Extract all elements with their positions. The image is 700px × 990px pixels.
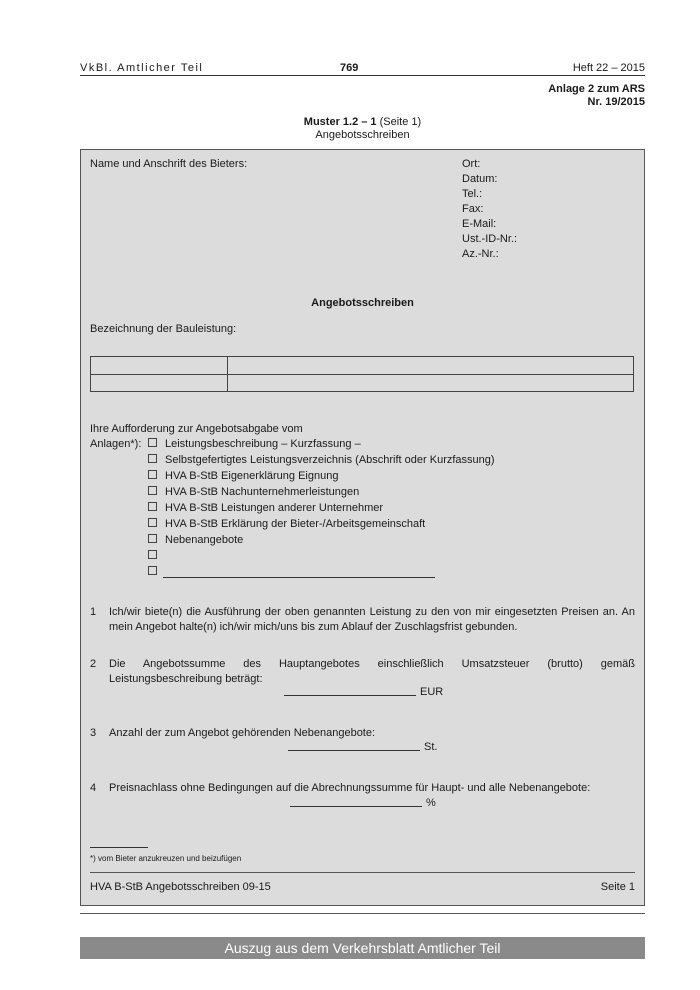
discount-unit: % <box>426 797 436 809</box>
attachments-label: Anlagen*): <box>90 438 142 450</box>
muster-subtitle: Angebotsschreiben <box>315 129 410 141</box>
field-ust-id: Ust.-ID-Nr.: <box>462 233 517 245</box>
issue-label: Heft 22 – 2015 <box>572 62 645 74</box>
checkbox[interactable] <box>148 518 157 527</box>
item-number-3: 3 <box>90 727 97 739</box>
form-footer-right: Seite 1 <box>600 881 635 893</box>
checkbox[interactable] <box>148 438 157 447</box>
annex-line-1: Anlage 2 zum ARS <box>548 83 645 95</box>
annex-reference <box>548 83 645 109</box>
custom-attachment-line[interactable] <box>163 577 435 578</box>
field-fax: Fax: <box>462 203 484 215</box>
checkbox[interactable] <box>148 502 157 511</box>
item-text-2: Die Angebotssumme des Hauptangebotes einschließlich Umsatzsteuer (brutto) gemäß Leistungsbeschreibung beträgt: <box>109 658 635 685</box>
item-text-4: Preisnachlass ohne Bedingungen auf die Abrechnungssumme für Haupt- und alle Nebenangebote: <box>109 782 591 794</box>
construction-table <box>90 356 634 392</box>
item-number-1: 1 <box>90 606 97 618</box>
field-datum: Datum: <box>462 173 498 185</box>
journal-title: VkBl. Amtlicher Teil <box>80 62 204 74</box>
attachment-item[interactable]: HVA B-StB Erklärung der Bieter-/Arbeitsgemeinschaft <box>148 518 425 531</box>
form-footer-left: HVA B-StB Angebotsschreiben 09-15 <box>90 881 271 893</box>
attachment-item[interactable]: HVA B-StB Leistungen anderer Unternehmer <box>148 502 383 515</box>
attachment-item[interactable]: Selbstgefertigtes Leistungsverzeichnis (Abschrift oder Kurzfassung) <box>148 454 495 467</box>
muster-heading <box>80 116 645 142</box>
annex-line-2: Nr. 19/2015 <box>587 96 645 108</box>
attachment-item[interactable]: HVA B-StB Nachunternehmerleistungen <box>148 486 359 499</box>
page-number: 769 <box>340 62 359 74</box>
offer-form <box>80 149 645 906</box>
footnote-divider <box>90 847 148 848</box>
header-divider <box>80 75 645 76</box>
item-number-2: 2 <box>90 658 97 670</box>
field-tel: Tel.: <box>462 188 483 200</box>
checkbox[interactable] <box>148 566 157 575</box>
item-text-1: Ich/wir biete(n) die Ausführung der oben genannten Leistung zu den von mir eingesetzten Preisen an. An mein Angebot halte(n) ich/wir mich/uns bis zum Ablauf der Zuschlagsfrist gebunden. <box>109 606 635 633</box>
field-ort: Ort: <box>462 158 481 170</box>
field-az-nr: Az.-Nr.: <box>462 248 499 260</box>
muster-page-note: (Seite 1) <box>376 116 422 128</box>
form-title: Angebotsschreiben <box>311 297 414 309</box>
alternative-count-unit: St. <box>424 741 438 753</box>
offer-sum-unit: EUR <box>420 686 444 698</box>
item-text-3: Anzahl der zum Angebot gehörenden Nebenangebote: <box>109 727 376 739</box>
discount-line[interactable] <box>290 806 422 807</box>
footer-banner: Auszug aus dem Verkehrsblatt Amtlicher Teil <box>80 937 645 959</box>
item-number-4: 4 <box>90 782 97 794</box>
field-email: E-Mail: <box>462 218 497 230</box>
page-bottom-divider <box>80 913 645 914</box>
checkbox[interactable] <box>148 534 157 543</box>
table-row-divider <box>91 374 633 375</box>
alternative-count-line[interactable] <box>288 750 420 751</box>
checkbox[interactable] <box>148 486 157 495</box>
attachment-item[interactable]: Leistungsbeschreibung – Kurzfassung – <box>148 438 361 451</box>
attachment-item[interactable]: Nebenangebote <box>148 534 243 547</box>
bidder-label: Name und Anschrift des Bieters: <box>90 158 248 170</box>
footnote: *) vom Bieter anzukreuzen und beizufügen <box>90 854 242 863</box>
checkbox[interactable] <box>148 550 157 559</box>
construction-label: Bezeichnung der Bauleistung: <box>90 323 237 335</box>
attachment-item[interactable]: HVA B-StB Eigenerklärung Eignung <box>148 470 338 483</box>
table-column-divider <box>227 357 228 391</box>
form-footer-divider <box>90 872 635 873</box>
attachment-item-blank[interactable] <box>148 550 165 563</box>
checkbox[interactable] <box>148 470 157 479</box>
offer-sum-line[interactable] <box>284 695 416 696</box>
muster-number: Muster 1.2 – 1 <box>303 116 377 128</box>
invitation-text: Ihre Aufforderung zur Angebotsabgabe vom <box>90 423 303 435</box>
checkbox[interactable] <box>148 454 157 463</box>
